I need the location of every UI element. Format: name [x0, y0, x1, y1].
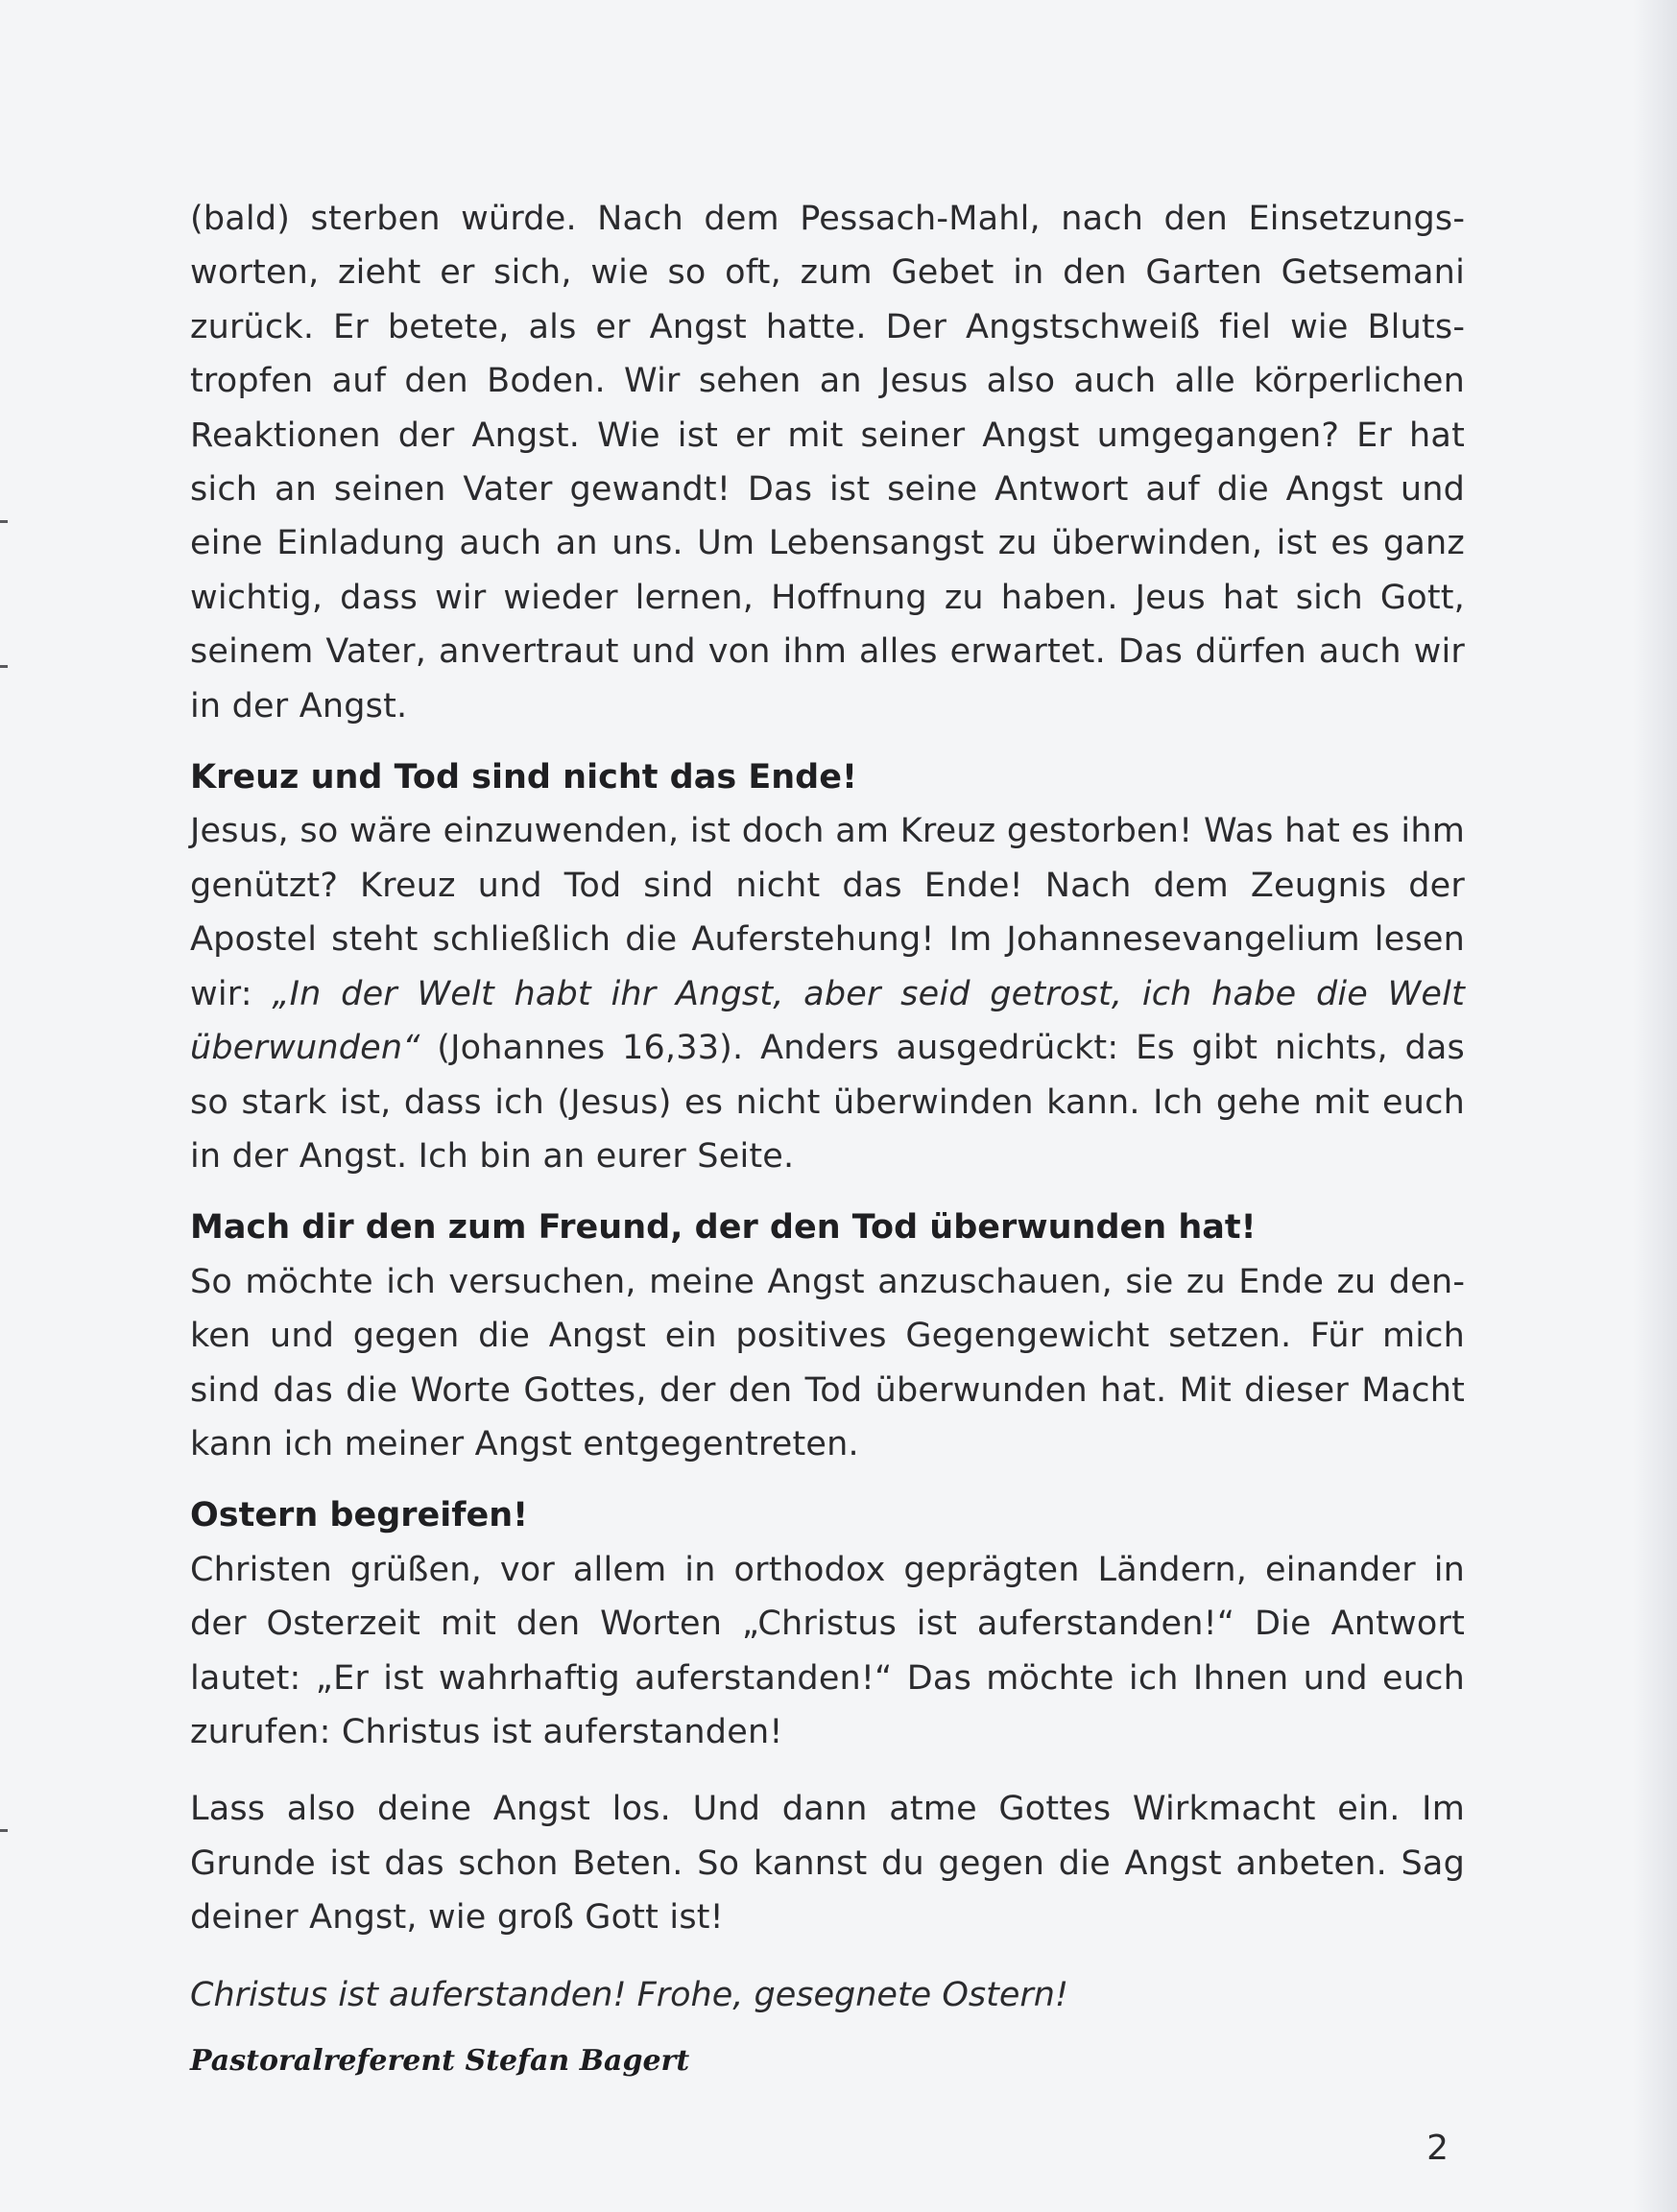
binding-mark — [0, 1829, 8, 1832]
spacer — [190, 1759, 1465, 1782]
paragraph-text: Jesus, so wäre einzuwenden, ist doch am Kreuz gestorben! Was hat es ihm genützt? Kreuz und Tod sind nicht das Ende! Nach dem Zeugnis der Apostel steht schließlich die Auferstehung! Im Johannesevangelium lesen wir: — [190, 812, 1465, 1013]
paragraph-freund: So möchte ich versuchen, meine Angst anzuschauen, sie zu Ende zu denken und gegen die Angst ein positives Gegengewicht setzen. Für mich sind das die Worte Gottes, der den Tod überwunden hat. Mit dieser Macht kann ich meiner Angst entgegentreten. — [190, 1262, 1465, 1463]
paragraph-text: (Johannes 16,33). Anders ausgedrückt: Es gibt nichts, das so stark ist, dass ich (Jesus) es nicht überwinden kann. Ich gehe mit euch in der Angst. Ich bin an eurer Seite. — [190, 1029, 1465, 1176]
heading-mach-dir-den-zum-freund: Mach dir den zum Freund, der den Tod überwunden hat! — [190, 1208, 1257, 1248]
binding-mark — [0, 665, 8, 668]
paragraph-angst-los: Lass also deine Angst los. Und dann atme Gottes Wirkmacht ein. Im Grunde ist das schon Beten. So kannst du gegen die Angst anbeten. Sag deiner Angst, wie groß Gott ist! — [190, 1790, 1465, 1938]
paragraph-intro: (bald) sterben würde. Nach dem Pessach-Mahl, nach den Einsetzungsworten, zieht er sich, wie so oft, zum Gebet in den Garten Getsemani zurück. Er betete, als er Angst hatte. Der Angstschweiß fiel wie Blutstropfen auf den Boden. Wir sehen an Jesus also auch alle körperlichen Reaktionen der Angst. Wie ist er mit seiner Angst umgegangen? Er hat sich an seinen Vater gewandt! Das ist seine Antwort auf die Angst und eine Einladung auch an uns. Um Lebensangst zu überwinden, ist es ganz wichtig, dass wir wieder lernen, Hoffnung zu haben. Jeus hat sich Gott, seinem Vater, anvertraut und von ihm alles erwartet. Das dürfen auch wir in der Angst. — [190, 200, 1465, 725]
author-signature: Pastoralreferent Stefan Bagert — [190, 2044, 690, 2078]
binding-mark — [0, 520, 8, 523]
bible-quote: „In der Welt habt ihr Angst, aber seid getrost, ich habe die Welt überwunden“ — [190, 974, 1465, 1068]
page-edge-shadow — [1633, 0, 1677, 2212]
closing-greeting: Christus ist auferstanden! Frohe, gesegnete Ostern! — [190, 1975, 1068, 2014]
paragraph-kreuz-und-tod — [190, 804, 1465, 1183]
heading-ostern-begreifen: Ostern begreifen! — [190, 1496, 529, 1535]
page-number: 2 — [1426, 2129, 1449, 2168]
heading-kreuz-und-tod: Kreuz und Tod sind nicht das Ende! — [190, 758, 857, 797]
paragraph-ostern: Christen grüßen, vor allem in orthodox geprägten Ländern, einander in der Osterzeit mit den Worten „Christus ist auferstanden!“ Die Antwort lautet: „Er ist wahrhaftig auferstanden!“ Das möchte ich Ihnen und euch zurufen: Christus ist auferstanden! — [190, 1550, 1465, 1751]
document-body — [190, 192, 1465, 2085]
